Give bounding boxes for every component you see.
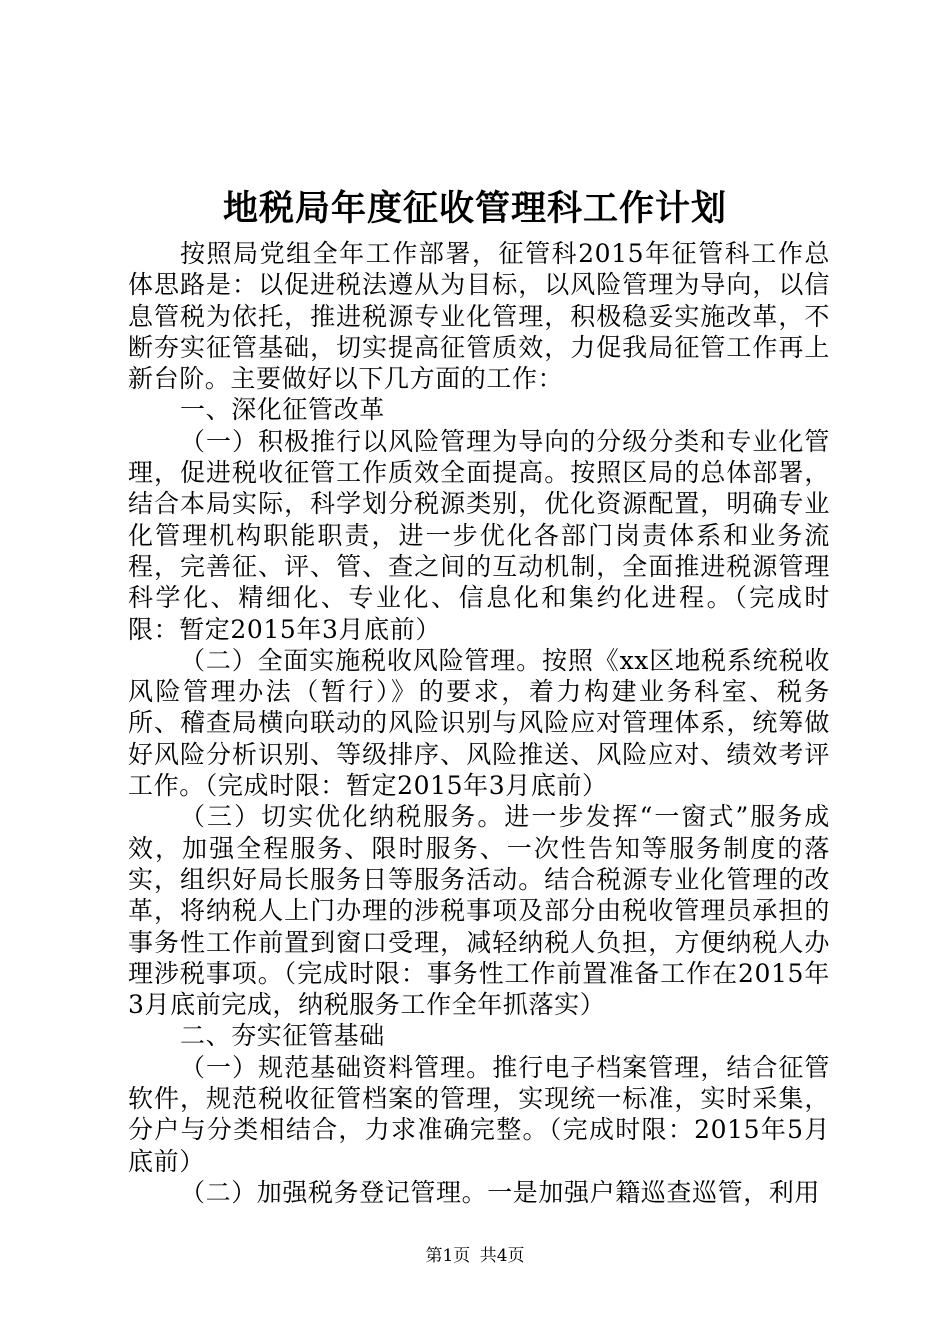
section-heading-1: 一、深化征管改革 <box>180 395 385 425</box>
document-body <box>128 238 830 1208</box>
paragraph-intro: 按照局党组全年工作部署，征管科2015年征管科工作总体思路是：以促进税法遵从为目标，以风险管理为导向，以信息管税为依托，推进税源专业化管理，积极稳妥实施改革，不断夯实征管基础，切实提高征管质效，力促我局征管工作再上新台阶。主要做好以下几方面的工作： <box>128 239 830 394</box>
page-number: 第1页 <box>425 1246 471 1266</box>
page-footer <box>0 1244 950 1268</box>
section-heading-2: 二、夯实征管基础 <box>180 1021 385 1051</box>
paragraph-1-2: （二）全面实施税收风险管理。按照《xx区地税系统税收风险管理办法（暂行）》的要求，着力构建业务科室、税务所、稽查局横向联动的风险识别与风险应对管理体系，统筹做好风险分析识别、等级排序、风险推送、风险应对、绩效考评工作。（完成时限：暂定2015年3月底前） <box>128 645 830 801</box>
paragraph-1-3: （三）切实优化纳税服务。进一步发挥“一窗式”服务成效，加强全程服务、限时服务、一次性告知等服务制度的落实，组织好局长服务日等服务活动。结合税源专业化管理的改革，将纳税人上门办理的涉税事项及部分由税收管理员承担的事务性工作前置到窗口受理，减轻纳税人负担，方便纳税人办理涉税事项。（完成时限：事务性工作前置准备工作在2015年3月底前完成，纳税服务工作全年抓落实） <box>128 802 830 1020</box>
page-total: 共4页 <box>479 1246 525 1266</box>
paragraph-2-1: （一）规范基础资料管理。推行电子档案管理，结合征管软件，规范税收征管档案的管理，实现统一标准，实时采集，分户与分类相结合，力求准确完整。（完成时限：2015年5月底前） <box>128 1052 830 1176</box>
document-title: 地税局年度征收管理科工作计划 <box>222 188 727 229</box>
paragraph-2-2: （二）加强税务登记管理。一是加强户籍巡查巡管，利用 <box>180 1177 821 1207</box>
paragraph-1-1: （一）积极推行以风险管理为导向的分级分类和专业化管理，促进税收征管工作质效全面提高。按照区局的总体部署，结合本局实际，科学划分税源类别，优化资源配置，明确专业化管理机构职能职责，进一步优化各部门岗责体系和业务流程，完善征、评、管、查之间的互动机制，全面推进税源管理科学化、精细化、专业化、信息化和集约化进程。（完成时限：暂定2015年3月底前） <box>128 426 830 644</box>
